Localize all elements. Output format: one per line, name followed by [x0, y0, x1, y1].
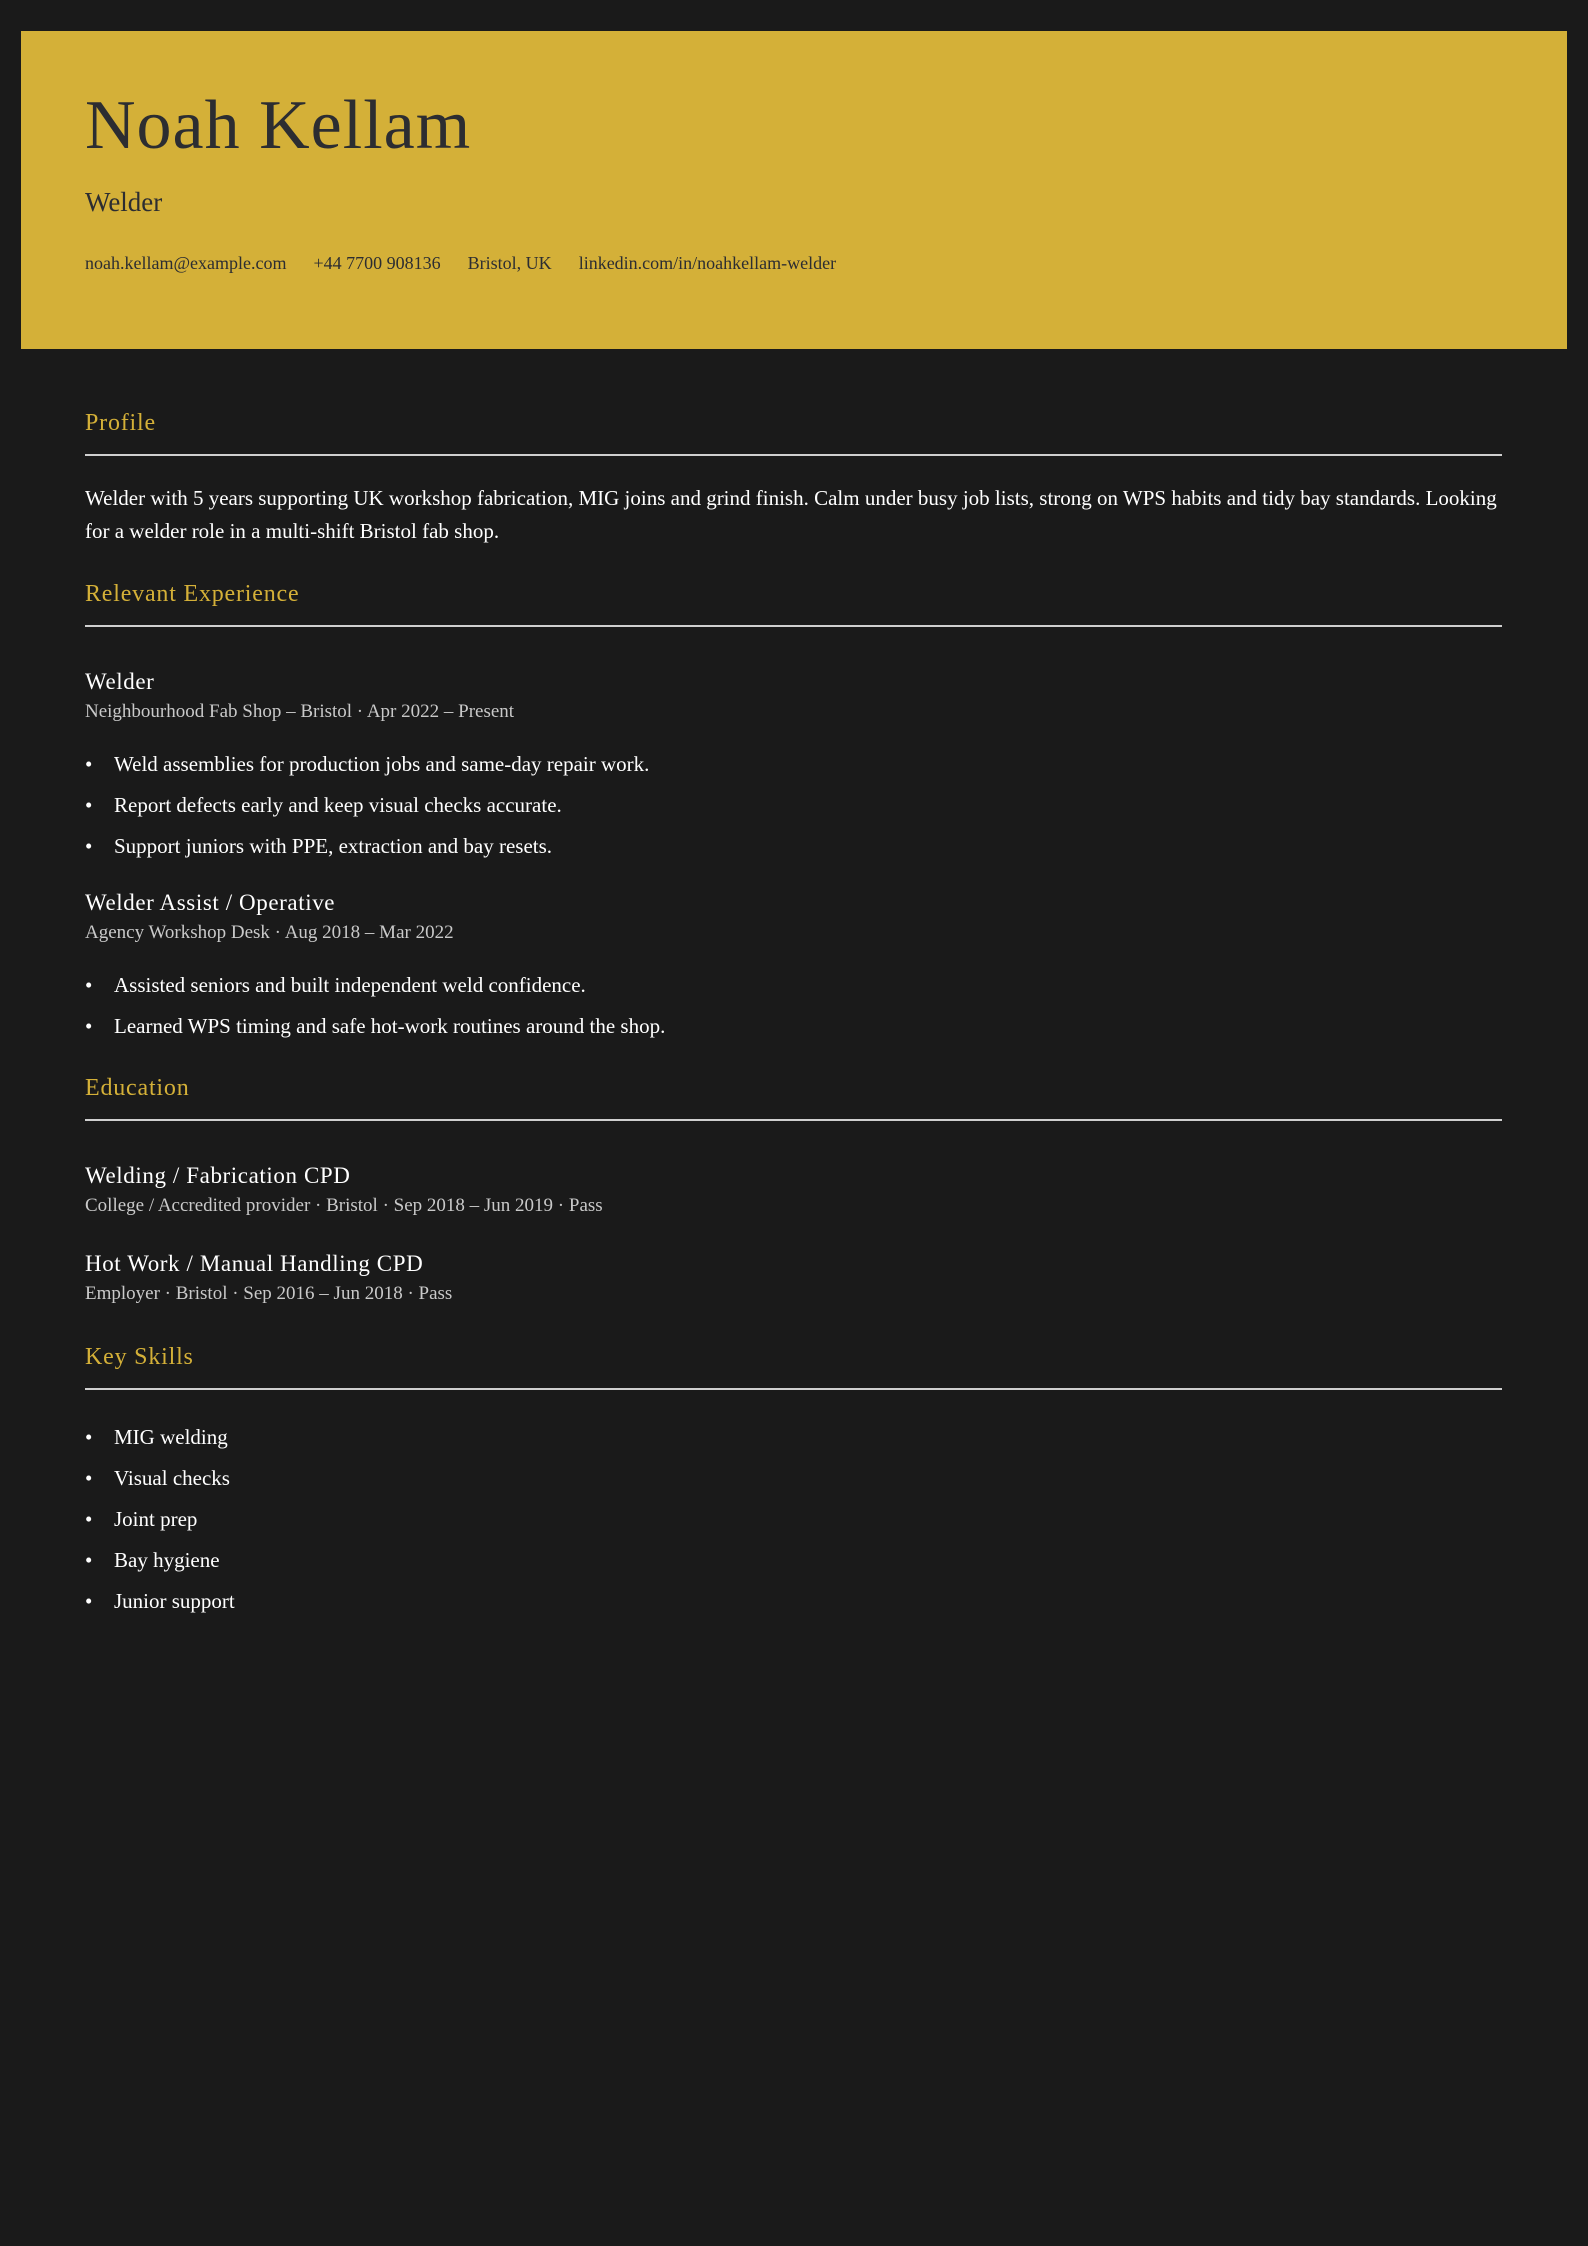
list-item: • Weld assemblies for production jobs and same-day repair work.	[85, 754, 649, 775]
section-title-profile: Profile	[85, 410, 156, 436]
education-title: Hot Work / Manual Handling CPD	[85, 1251, 424, 1276]
contact-location: Bristol, UK	[467, 253, 552, 273]
skill-item: • Visual checks	[85, 1468, 230, 1489]
job-meta: Agency Workshop Desk · Aug 2018 – Mar 2022	[85, 922, 454, 943]
contact-list	[85, 254, 836, 272]
job-meta: Neighbourhood Fab Shop – Bristol · Apr 2022 – Present	[85, 701, 515, 722]
list-item: • Learned WPS timing and safe hot-work routines around the shop.	[85, 1016, 665, 1037]
section-divider	[85, 1388, 1502, 1390]
resume-header	[21, 31, 1567, 349]
education-meta: College / Accredited provider · Bristol · Sep 2018 – Jun 2019 · Pass	[85, 1195, 603, 1216]
candidate-name: Noah Kellam	[85, 87, 472, 164]
skill-item: • MIG welding	[85, 1427, 228, 1448]
profile-text: Welder with 5 years supporting UK workshop fabrication, MIG joins and grind finish. Calm under busy job lists, strong on WPS habits and tidy bay standards. Looking for a welder role in a multi-shift Bristol fab shop.	[85, 486, 1497, 543]
education-title: Welding / Fabrication CPD	[85, 1163, 351, 1188]
list-item: • Assisted seniors and built independent weld confidence.	[85, 975, 586, 996]
section-divider	[85, 454, 1502, 456]
section-title-education: Education	[85, 1075, 190, 1101]
section-title-experience: Relevant Experience	[85, 581, 300, 607]
job-title: Welder Assist / Operative	[85, 890, 336, 915]
skill-item: • Bay hygiene	[85, 1550, 220, 1571]
contact-email[interactable]: noah.kellam@example.com	[85, 253, 287, 273]
contact-linkedin[interactable]: linkedin.com/in/noahkellam-welder	[578, 253, 837, 273]
job-title: Welder	[85, 669, 155, 694]
section-title-skills: Key Skills	[85, 1344, 194, 1370]
list-item: • Support juniors with PPE, extraction and bay resets.	[85, 836, 552, 857]
list-item: • Report defects early and keep visual checks accurate.	[85, 795, 562, 816]
section-divider	[85, 1119, 1502, 1121]
skill-item: • Junior support	[85, 1591, 235, 1612]
education-meta: Employer · Bristol · Sep 2016 – Jun 2018 · Pass	[85, 1283, 453, 1304]
candidate-role: Welder	[85, 187, 163, 217]
section-divider	[85, 625, 1502, 627]
contact-phone[interactable]: +44 7700 908136	[313, 253, 441, 273]
skill-item: • Joint prep	[85, 1509, 197, 1530]
